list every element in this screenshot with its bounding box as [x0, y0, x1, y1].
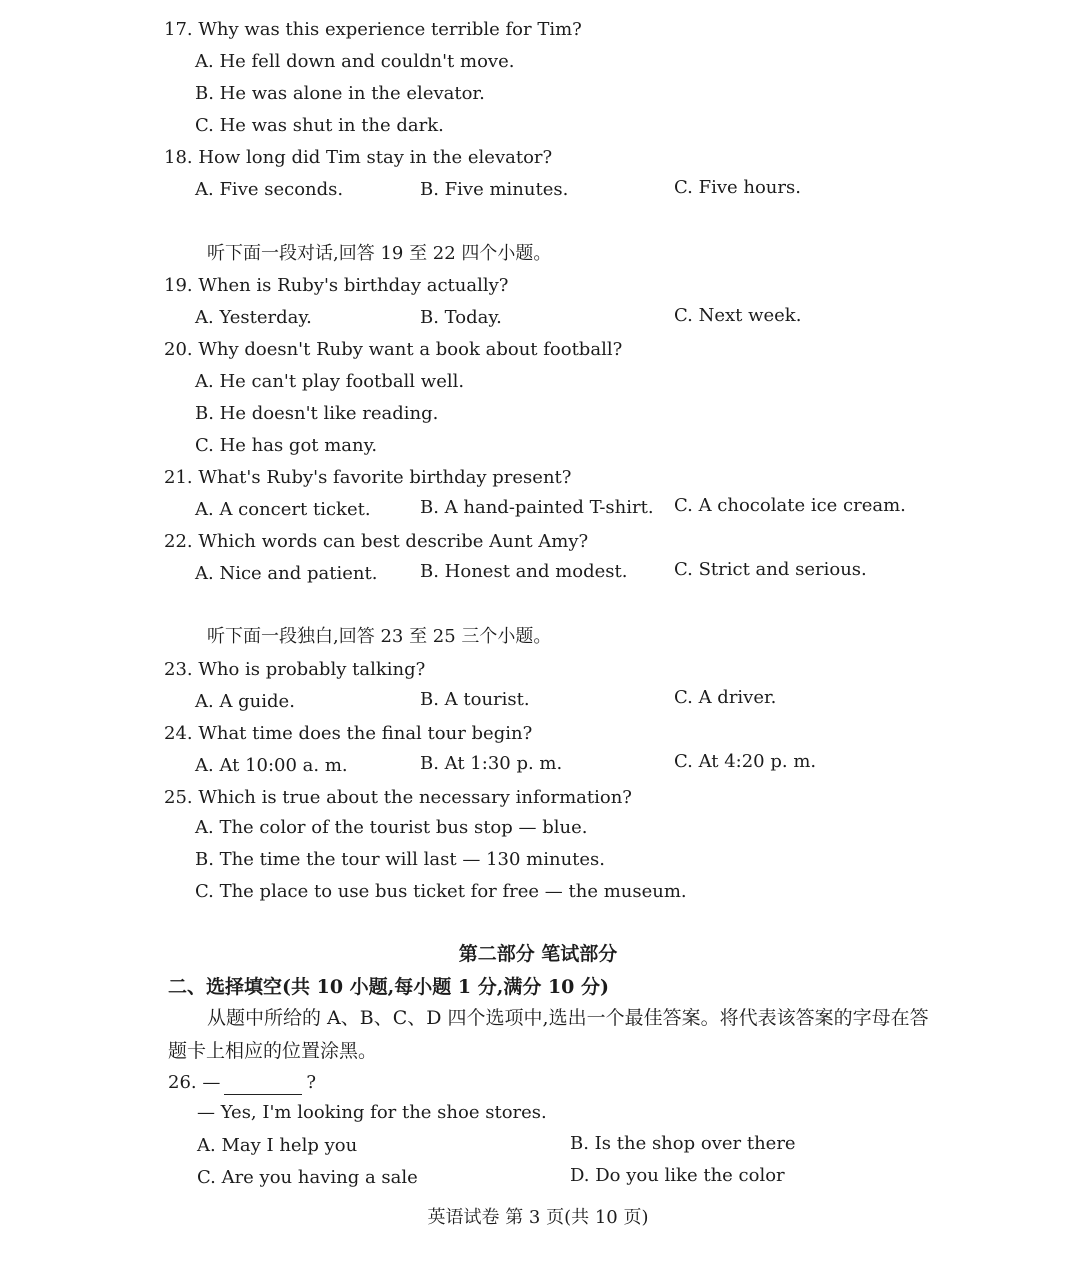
question-26-option-d: D. Do you like the color — [570, 1165, 785, 1186]
question-23-stem: 23. Who is probably talking? — [164, 659, 426, 680]
question-26-stem — [168, 1071, 316, 1095]
question-25-option-b: B. The time the tour will last — 130 minutes. — [195, 849, 606, 870]
question-20-option-b: B. He doesn't like reading. — [195, 403, 439, 424]
question-22-option-a: A. Nice and patient. — [195, 563, 378, 584]
question-17-option-a: A. He fell down and couldn't move. — [195, 51, 515, 72]
question-23-option-b: B. A tourist. — [420, 689, 530, 710]
question-24-option-c: C. At 4:20 p. m. — [674, 751, 817, 772]
section-two-heading: 二、选择填空(共 10 小题,每小题 1 分,满分 10 分) — [168, 976, 609, 998]
question-21-stem: 21. What's Ruby's favorite birthday present? — [164, 467, 572, 488]
question-19-stem: 19. When is Ruby's birthday actually? — [164, 275, 509, 296]
question-26-option-c: C. Are you having a sale — [197, 1167, 418, 1188]
part-two-title: 第二部分 笔试部分 — [458, 943, 618, 965]
question-23-option-a: A. A guide. — [195, 691, 295, 712]
question-25-option-c: C. The place to use bus ticket for free — the museum. — [195, 881, 687, 902]
question-19-option-c: C. Next week. — [674, 305, 802, 326]
listening-intro-dialogue: 听下面一段对话,回答 19 至 22 四个小题。 — [207, 243, 552, 264]
listening-intro-monologue: 听下面一段独白,回答 23 至 25 三个小题。 — [207, 626, 552, 647]
question-25-option-a: A. The color of the tourist bus stop — blue. — [195, 817, 588, 838]
question-20-option-a: A. He can't play football well. — [195, 371, 465, 392]
question-26-end: ? — [306, 1072, 317, 1093]
question-24-option-a: A. At 10:00 a. m. — [195, 755, 348, 776]
question-18-stem: 18. How long did Tim stay in the elevator? — [164, 147, 553, 168]
page-footer: 英语试卷 第 3 页(共 10 页) — [427, 1207, 649, 1228]
question-21-option-b: B. A hand-painted T-shirt. — [420, 497, 654, 518]
question-22-stem: 22. Which words can best describe Aunt Amy? — [164, 531, 589, 552]
question-26-option-b: B. Is the shop over there — [570, 1133, 796, 1154]
question-24-stem: 24. What time does the final tour begin? — [164, 723, 533, 744]
question-24-option-b: B. At 1:30 p. m. — [420, 753, 563, 774]
question-20-option-c: C. He has got many. — [195, 435, 378, 456]
question-26-reply: — Yes, I'm looking for the shoe stores. — [197, 1102, 547, 1123]
section-two-instruction-line-2: 题卡上相应的位置涂黑。 — [168, 1040, 378, 1062]
question-26-option-a: A. May I help you — [197, 1135, 358, 1156]
question-18-option-a: A. Five seconds. — [195, 179, 344, 200]
section-two-instruction-line-1: 从题中所给的 A、B、C、D 四个选项中,选出一个最佳答案。将代表该答案的字母在答 — [207, 1007, 929, 1029]
question-23-option-c: C. A driver. — [674, 687, 777, 708]
question-17-option-c: C. He was shut in the dark. — [195, 115, 444, 136]
question-18-option-c: C. Five hours. — [674, 177, 801, 198]
answer-blank — [224, 1076, 302, 1095]
question-19-option-a: A. Yesterday. — [195, 307, 312, 328]
question-19-option-b: B. Today. — [420, 307, 502, 328]
question-18-option-b: B. Five minutes. — [420, 179, 569, 200]
question-22-option-b: B. Honest and modest. — [420, 561, 628, 582]
question-17-option-b: B. He was alone in the elevator. — [195, 83, 485, 104]
question-20-stem: 20. Why doesn't Ruby want a book about football? — [164, 339, 623, 360]
question-17-stem: 17. Why was this experience terrible for Tim? — [164, 19, 582, 40]
question-21-option-c: C. A chocolate ice cream. — [674, 495, 906, 516]
question-26-number: 26. — — [168, 1072, 221, 1093]
question-22-option-c: C. Strict and serious. — [674, 559, 867, 580]
question-21-option-a: A. A concert ticket. — [195, 499, 371, 520]
question-25-stem: 25. Which is true about the necessary information? — [164, 787, 632, 808]
